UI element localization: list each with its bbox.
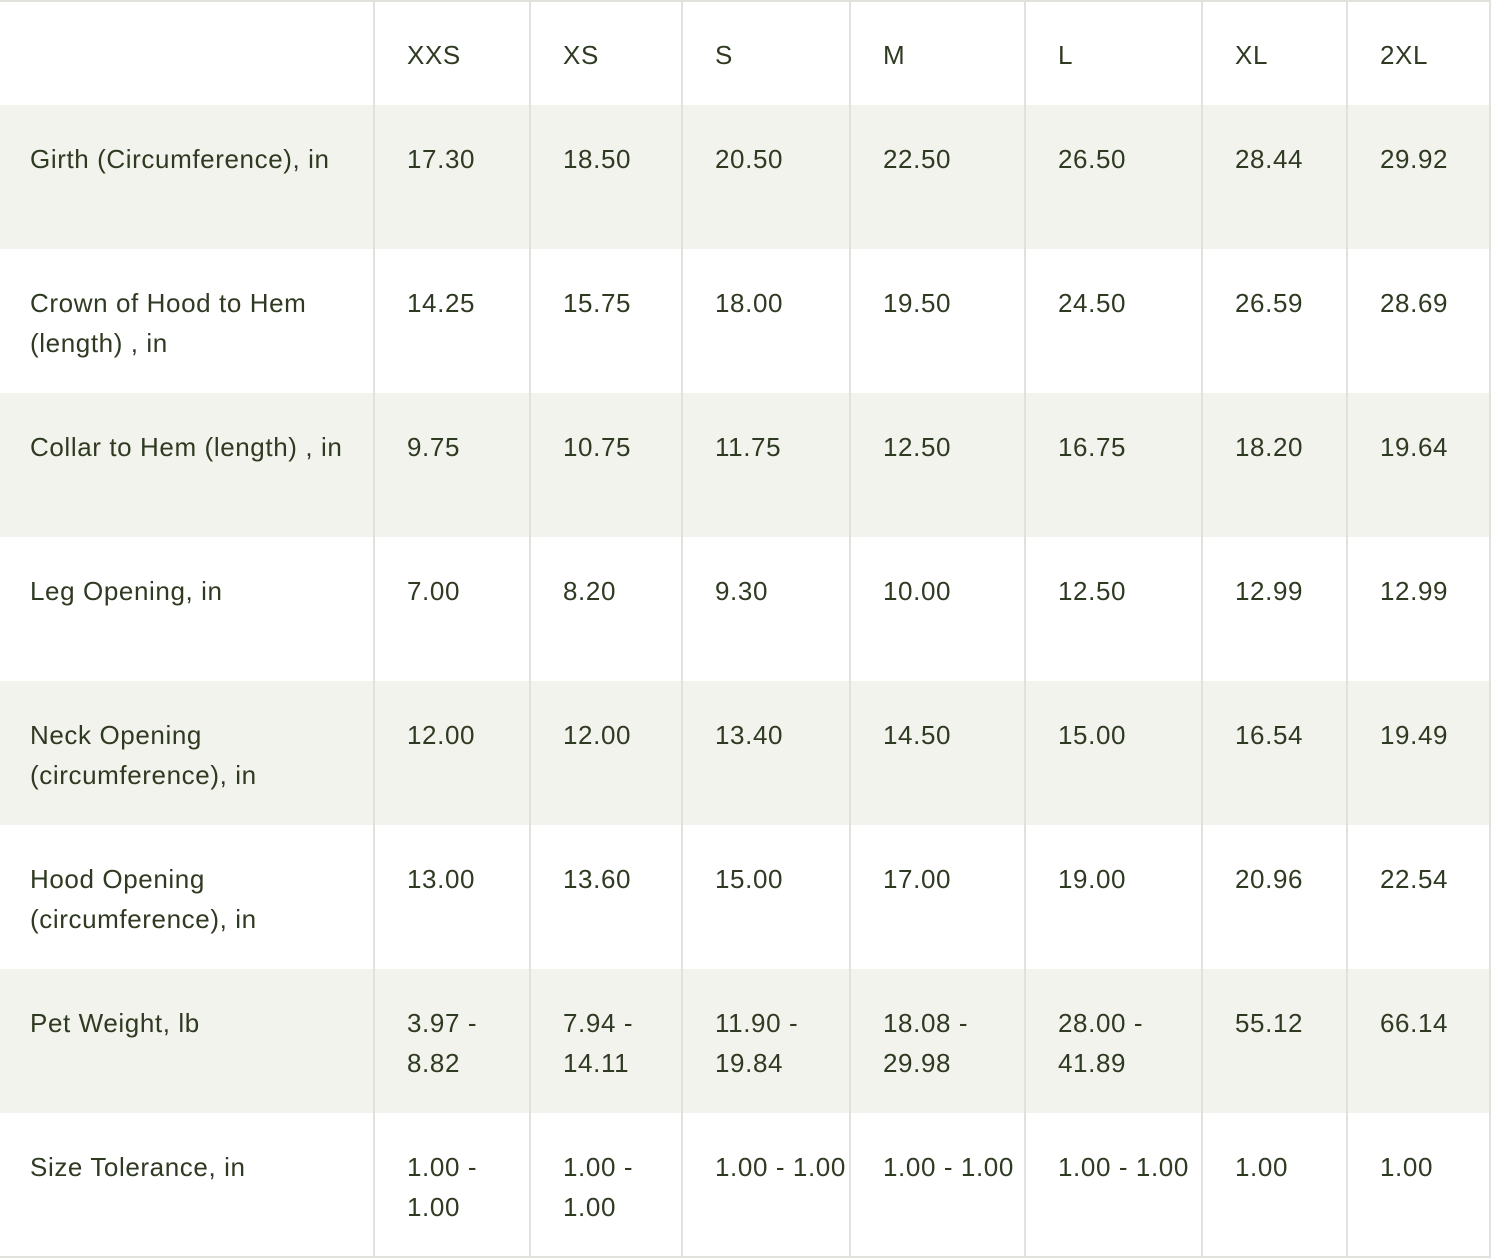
header-size-xl: XL xyxy=(1202,1,1347,105)
table-cell: 12.50 xyxy=(850,393,1025,537)
table-cell: 18.50 xyxy=(530,105,682,249)
row-label: Neck Opening (circumference), in xyxy=(30,720,257,790)
table-cell: 26.59 xyxy=(1202,249,1347,393)
header-size-2xl: 2XL xyxy=(1347,1,1490,105)
table-cell: 14.50 xyxy=(850,681,1025,825)
table-cell: 12.99 xyxy=(1202,537,1347,681)
table-cell: 9.30 xyxy=(682,537,850,681)
table-cell: 12.50 xyxy=(1025,537,1202,681)
table-cell: 18.20 xyxy=(1202,393,1347,537)
table-cell: 28.69 xyxy=(1347,249,1490,393)
table-cell: 1.00 - 1.00 xyxy=(850,1113,1025,1257)
table-cell: 15.00 xyxy=(682,825,850,969)
table-cell: 8.20 xyxy=(530,537,682,681)
table-cell: 1.00 - 1.00 xyxy=(374,1113,530,1257)
table-cell: 7.94 - 14.11 xyxy=(530,969,682,1113)
table-cell: 12.99 xyxy=(1347,537,1490,681)
table-cell: 9.75 xyxy=(374,393,530,537)
table-cell: 18.08 - 29.98 xyxy=(850,969,1025,1113)
table-cell: 66.14 xyxy=(1347,969,1490,1113)
table-cell: 19.50 xyxy=(850,249,1025,393)
header-size-m: M xyxy=(850,1,1025,105)
table-cell: 55.12 xyxy=(1202,969,1347,1113)
table-row xyxy=(0,393,1490,537)
row-label: Size Tolerance, in xyxy=(30,1152,246,1182)
row-label: Pet Weight, lb xyxy=(30,1008,200,1038)
table-cell: 1.00 - 1.00 xyxy=(1025,1113,1202,1257)
table-cell: 22.54 xyxy=(1347,825,1490,969)
header-size-l: L xyxy=(1025,1,1202,105)
row-label: Crown of Hood to Hem (length) , in xyxy=(30,288,307,358)
table-row xyxy=(0,825,1490,969)
row-label: Collar to Hem (length) , in xyxy=(30,432,343,462)
table-cell: 11.75 xyxy=(682,393,850,537)
row-label: Hood Opening (circumference), in xyxy=(30,864,257,934)
table-row xyxy=(0,249,1490,393)
table-cell: 1.00 - 1.00 xyxy=(682,1113,850,1257)
table-cell: 28.44 xyxy=(1202,105,1347,249)
table-cell: 10.75 xyxy=(530,393,682,537)
header-corner-cell xyxy=(0,1,374,105)
table-cell: 12.00 xyxy=(374,681,530,825)
table-cell: 20.96 xyxy=(1202,825,1347,969)
table-cell: 28.00 - 41.89 xyxy=(1025,969,1202,1113)
table-row xyxy=(0,681,1490,825)
table-cell: 15.75 xyxy=(530,249,682,393)
row-label: Leg Opening, in xyxy=(30,576,223,606)
table-cell: 24.50 xyxy=(1025,249,1202,393)
table-cell: 15.00 xyxy=(1025,681,1202,825)
table-cell: 13.40 xyxy=(682,681,850,825)
table-cell: 17.00 xyxy=(850,825,1025,969)
table-cell: 14.25 xyxy=(374,249,530,393)
header-size-xxs: XXS xyxy=(374,1,530,105)
table-cell: 10.00 xyxy=(850,537,1025,681)
table-cell: 19.00 xyxy=(1025,825,1202,969)
header-size-xs: XS xyxy=(530,1,682,105)
table-cell: 18.00 xyxy=(682,249,850,393)
size-header-row xyxy=(0,1,1490,105)
table-cell: 7.00 xyxy=(374,537,530,681)
table-cell: 13.60 xyxy=(530,825,682,969)
row-label: Girth (Circumference), in xyxy=(30,144,330,174)
table-cell: 11.90 - 19.84 xyxy=(682,969,850,1113)
table-cell: 1.00 - 1.00 xyxy=(530,1113,682,1257)
table-cell: 12.00 xyxy=(530,681,682,825)
table-cell: 1.00 xyxy=(1202,1113,1347,1257)
table-cell: 17.30 xyxy=(374,105,530,249)
table-cell: 19.64 xyxy=(1347,393,1490,537)
table-cell: 16.54 xyxy=(1202,681,1347,825)
table-cell: 16.75 xyxy=(1025,393,1202,537)
table-cell: 3.97 - 8.82 xyxy=(374,969,530,1113)
table-cell: 1.00 xyxy=(1347,1113,1490,1257)
table-cell: 20.50 xyxy=(682,105,850,249)
table-cell: 29.92 xyxy=(1347,105,1490,249)
table-cell: 22.50 xyxy=(850,105,1025,249)
table-cell: 26.50 xyxy=(1025,105,1202,249)
table-cell: 13.00 xyxy=(374,825,530,969)
header-size-s: S xyxy=(682,1,850,105)
table-row xyxy=(0,537,1490,681)
table-row xyxy=(0,969,1490,1113)
table-cell: 19.49 xyxy=(1347,681,1490,825)
table-row xyxy=(0,105,1490,249)
table-row xyxy=(0,1113,1490,1257)
